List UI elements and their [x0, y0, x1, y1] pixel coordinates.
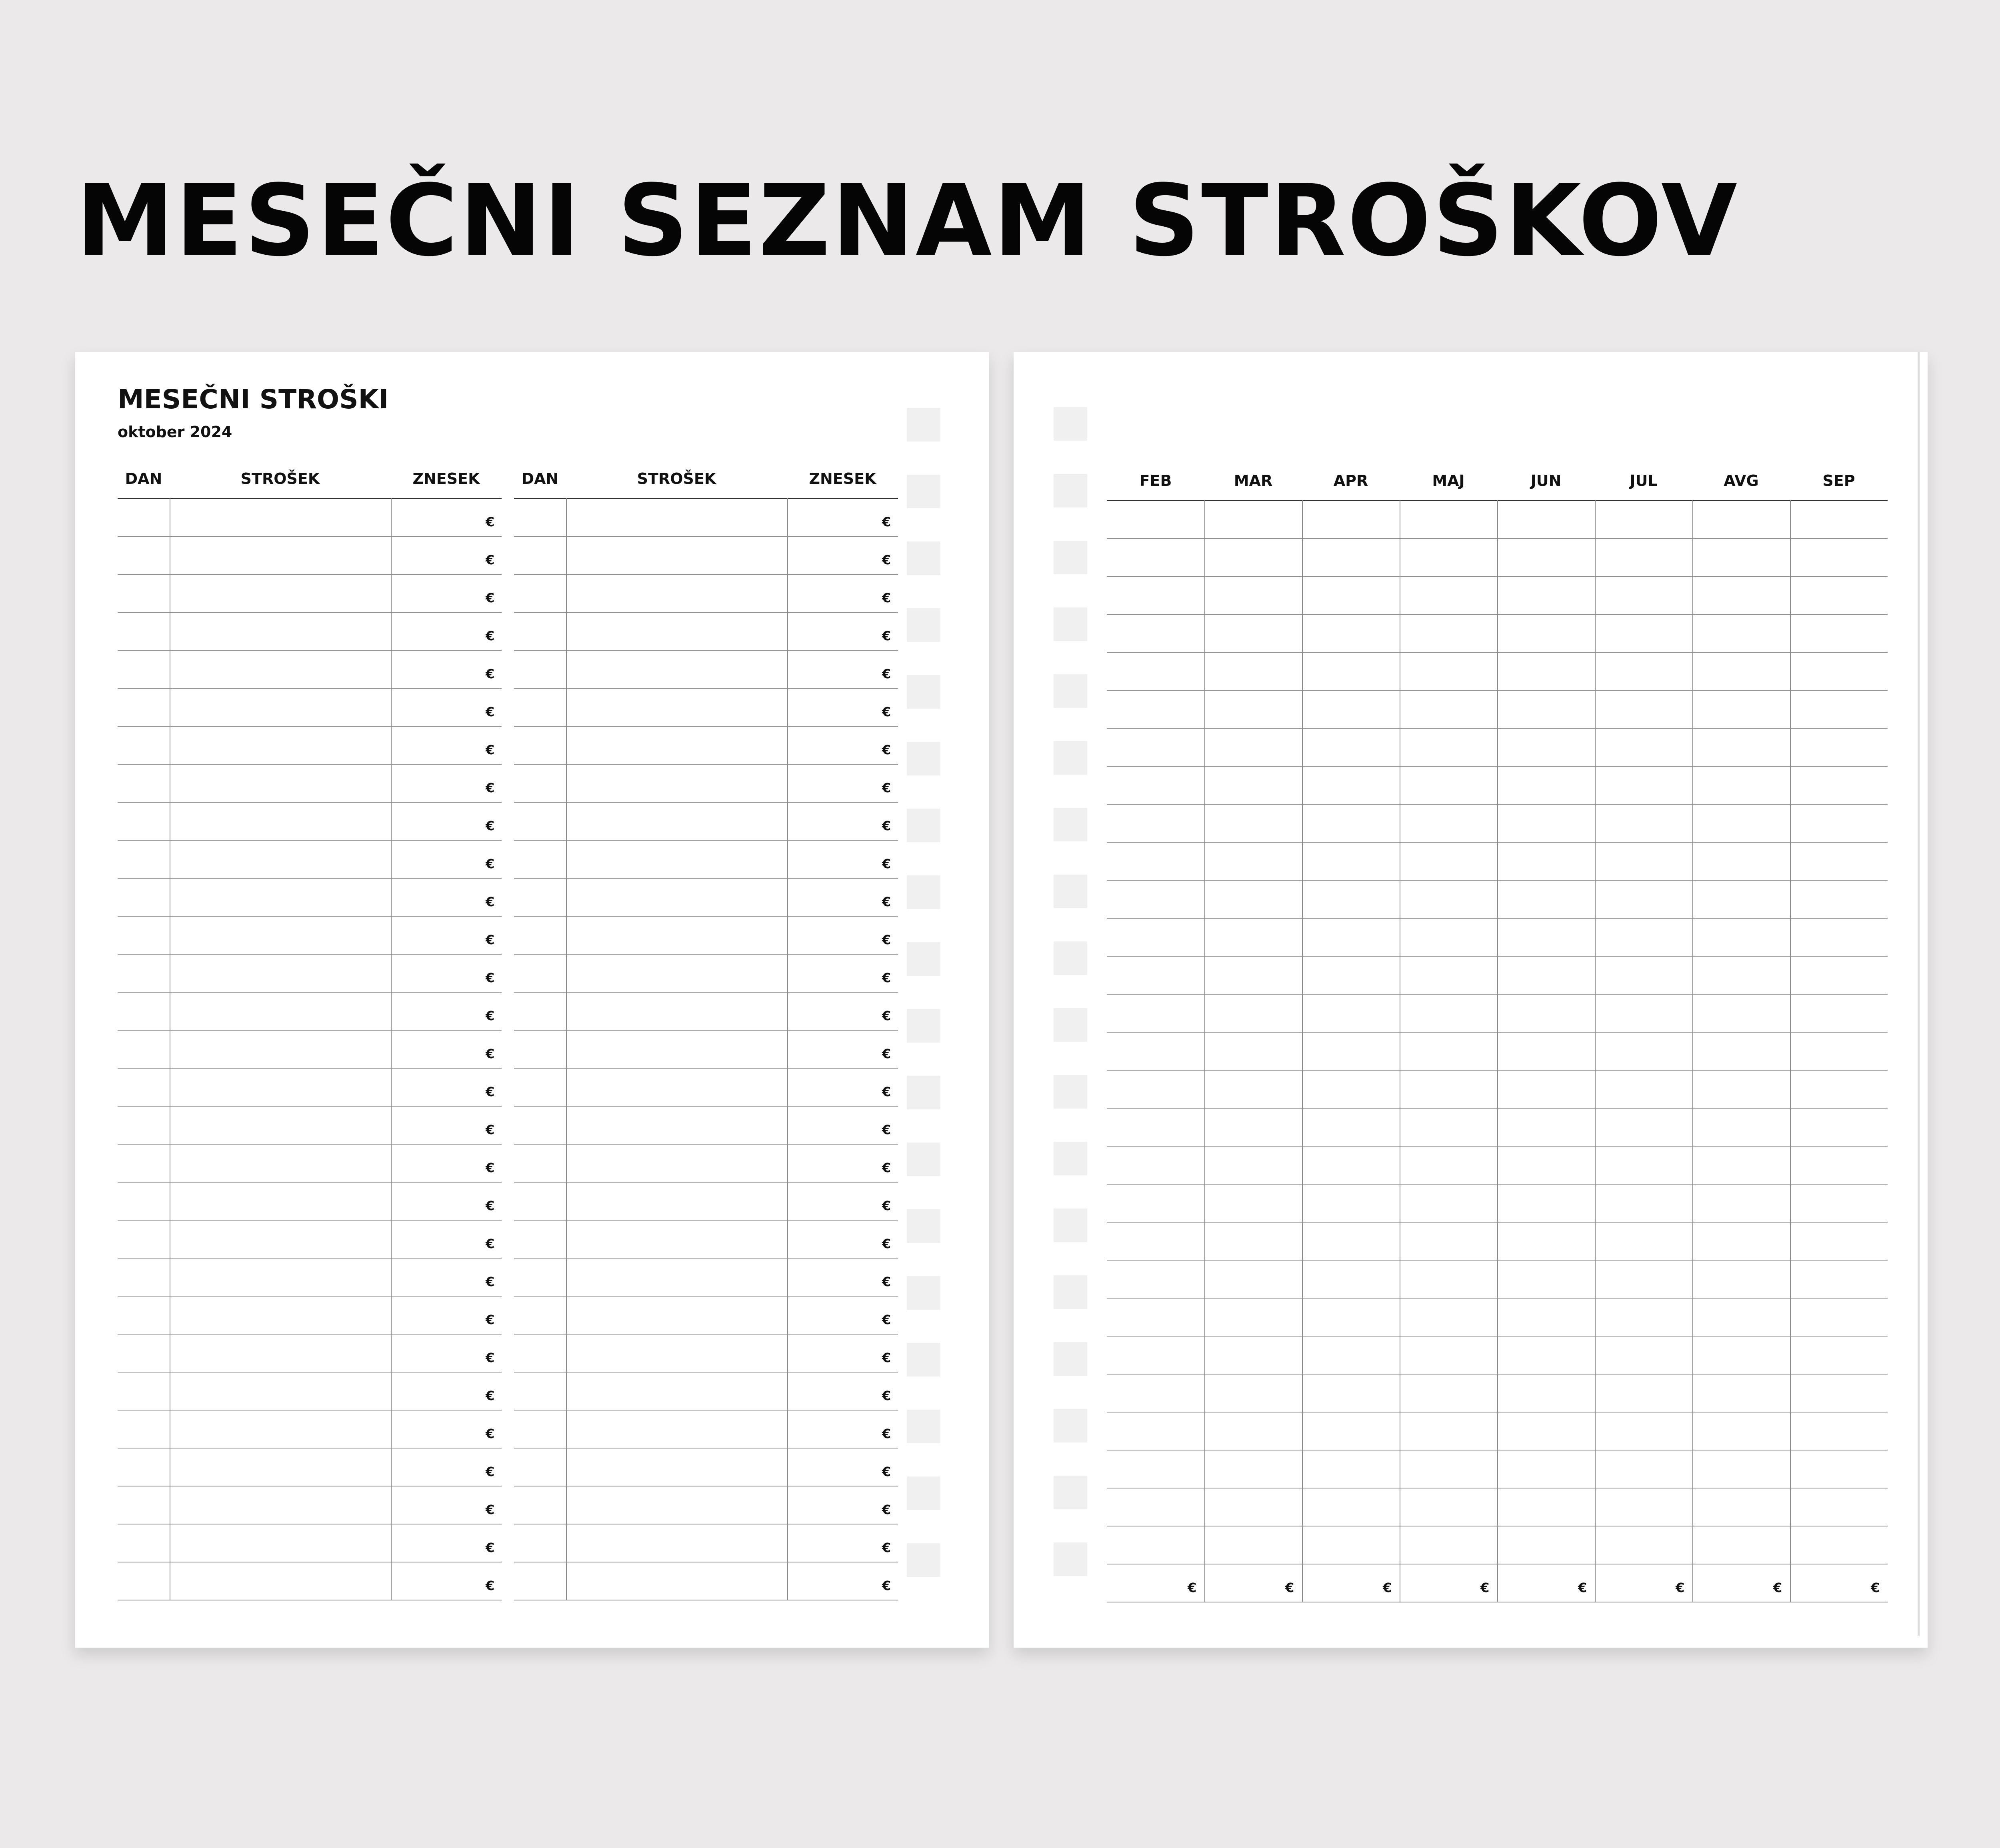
currency-symbol: € [882, 1274, 891, 1289]
index-tab [907, 1143, 940, 1176]
currency-symbol: € [486, 1274, 495, 1289]
row-rule [118, 536, 502, 537]
currency-symbol: € [486, 818, 495, 833]
column-rule [566, 498, 567, 1600]
currency-symbol: € [486, 1502, 495, 1517]
currency-symbol: € [486, 1236, 495, 1251]
month-header: JUL [1630, 472, 1658, 489]
row-rule [514, 878, 898, 879]
currency-symbol: € [882, 1312, 891, 1327]
index-tab [907, 1276, 940, 1310]
currency-symbol: € [882, 1046, 891, 1061]
month-header: APR [1333, 472, 1368, 489]
index-tab [1054, 1142, 1087, 1175]
row-rule [514, 1030, 898, 1031]
row-rule [118, 1258, 502, 1259]
row-rule [118, 916, 502, 917]
currency-symbol: € [882, 1388, 891, 1403]
currency-symbol: € [882, 894, 891, 909]
currency-symbol: € [486, 1426, 495, 1441]
currency-symbol: € [486, 1160, 495, 1175]
currency-symbol: € [882, 1502, 891, 1517]
currency-symbol: € [882, 1084, 891, 1099]
row-rule [118, 1182, 502, 1183]
month-header: FEB [1139, 472, 1172, 489]
row-rule [514, 688, 898, 689]
index-tab [1054, 607, 1087, 641]
row-rule [118, 1296, 502, 1297]
currency-symbol: € [882, 1122, 891, 1137]
row-rule [118, 1220, 502, 1221]
index-tab [907, 608, 940, 642]
index-tab [1054, 1342, 1087, 1376]
currency-symbol: € [1871, 1580, 1880, 1595]
currency-symbol: € [486, 628, 495, 643]
currency-symbol: € [882, 1578, 891, 1593]
index-tab [907, 1209, 940, 1243]
currency-symbol: € [882, 780, 891, 795]
currency-symbol: € [486, 1008, 495, 1023]
row-rule [118, 574, 502, 575]
page-edge [1918, 352, 1920, 1636]
currency-symbol: € [882, 1236, 891, 1251]
index-tab [907, 1476, 940, 1510]
sheet-title: MESEČNI STROŠKI [118, 384, 389, 415]
index-tab [1054, 1075, 1087, 1109]
row-rule [514, 840, 898, 841]
currency-symbol: € [486, 514, 495, 529]
column-rule [787, 498, 788, 1600]
currency-symbol: € [882, 742, 891, 757]
currency-symbol: € [882, 932, 891, 947]
index-tab [907, 1076, 940, 1109]
currency-symbol: € [1676, 1580, 1685, 1595]
currency-symbol: € [486, 1464, 495, 1479]
index-tab [907, 1410, 940, 1443]
index-tab [1054, 941, 1087, 975]
row-rule [118, 802, 502, 803]
month-header: MAJ [1432, 472, 1465, 489]
row-rule [118, 650, 502, 651]
index-tab [1054, 474, 1087, 507]
currency-symbol: € [1480, 1580, 1490, 1595]
index-tab [907, 475, 940, 508]
row-rule [514, 1296, 898, 1297]
index-tab [907, 1543, 940, 1577]
row-rule [118, 1068, 502, 1069]
currency-symbol: € [486, 1198, 495, 1213]
currency-symbol: € [486, 704, 495, 719]
currency-symbol: € [882, 1540, 891, 1555]
currency-symbol: € [486, 742, 495, 757]
row-rule [514, 1220, 898, 1221]
month-header: JUN [1530, 472, 1562, 489]
index-tab [1054, 1209, 1087, 1242]
header-rule [514, 498, 898, 499]
row-rule [514, 954, 898, 955]
row-rule [118, 1334, 502, 1335]
currency-symbol: € [486, 1578, 495, 1593]
row-rule [514, 1068, 898, 1069]
row-rule [514, 1372, 898, 1373]
currency-symbol: € [1773, 1580, 1782, 1595]
column-header: ZNESEK [809, 470, 876, 487]
currency-symbol: € [1285, 1580, 1294, 1595]
currency-symbol: € [486, 1388, 495, 1403]
currency-symbol: € [486, 552, 495, 567]
currency-symbol: € [486, 970, 495, 985]
index-tab [907, 875, 940, 909]
month-header: SEP [1822, 472, 1855, 489]
currency-symbol: € [882, 1198, 891, 1213]
row-rule [514, 1106, 898, 1107]
month-header: MAR [1234, 472, 1273, 489]
index-tab [1054, 741, 1087, 775]
column-rule [391, 498, 392, 1600]
row-rule [514, 764, 898, 765]
sheet-subtitle: oktober 2024 [118, 423, 232, 441]
column-rule [1497, 500, 1498, 1602]
currency-symbol: € [882, 628, 891, 643]
currency-symbol: € [882, 666, 891, 681]
currency-symbol: € [882, 1350, 891, 1365]
index-tab [907, 408, 940, 442]
yearly-overview-sheet [1014, 352, 1928, 1648]
currency-symbol: € [486, 1312, 495, 1327]
currency-symbol: € [882, 818, 891, 833]
index-tab [1054, 407, 1087, 441]
row-rule [514, 574, 898, 575]
index-tab [1054, 1476, 1087, 1509]
row-rule [118, 688, 502, 689]
row-rule [118, 612, 502, 613]
currency-symbol: € [882, 1008, 891, 1023]
column-header: ZNESEK [412, 470, 480, 487]
row-rule [118, 1106, 502, 1107]
currency-symbol: € [486, 1122, 495, 1137]
row-rule [514, 536, 898, 537]
currency-symbol: € [486, 1084, 495, 1099]
month-header: AVG [1724, 472, 1759, 489]
currency-symbol: € [882, 1426, 891, 1441]
column-header: STROŠEK [240, 470, 320, 487]
row-rule [118, 1372, 502, 1373]
currency-symbol: € [882, 704, 891, 719]
index-tab [1054, 1409, 1087, 1442]
currency-symbol: € [486, 932, 495, 947]
row-rule [514, 1182, 898, 1183]
index-tab [907, 1343, 940, 1377]
currency-symbol: € [1578, 1580, 1587, 1595]
column-header: DAN [521, 470, 559, 487]
currency-symbol: € [486, 894, 495, 909]
currency-symbol: € [486, 666, 495, 681]
row-rule [514, 916, 898, 917]
row-rule [514, 612, 898, 613]
currency-symbol: € [882, 856, 891, 871]
currency-symbol: € [882, 1464, 891, 1479]
column-rule [1595, 500, 1596, 1602]
row-rule [118, 726, 502, 727]
monthly-expenses-sheet [75, 352, 989, 1648]
currency-symbol: € [882, 514, 891, 529]
currency-symbol: € [486, 780, 495, 795]
currency-symbol: € [882, 590, 891, 605]
currency-symbol: € [486, 1046, 495, 1061]
header-rule [118, 498, 502, 499]
column-rule [1790, 500, 1791, 1602]
row-rule [514, 1144, 898, 1145]
row-rule [514, 650, 898, 651]
row-rule [118, 840, 502, 841]
index-tab [1054, 674, 1087, 708]
currency-symbol: € [486, 1540, 495, 1555]
row-rule [514, 802, 898, 803]
row-rule [118, 1144, 502, 1145]
index-tab [1054, 541, 1087, 574]
index-tab [907, 541, 940, 575]
index-tab [907, 809, 940, 842]
column-header: DAN [125, 470, 162, 487]
index-tab [1054, 875, 1087, 908]
currency-symbol: € [486, 1350, 495, 1365]
index-tab [907, 742, 940, 775]
index-tab [1054, 1008, 1087, 1042]
currency-symbol: € [486, 590, 495, 605]
currency-symbol: € [882, 1160, 891, 1175]
index-tab [907, 1009, 940, 1043]
page-title: MESEČNI SEZNAM STROŠKOV [76, 164, 1739, 278]
column-header: STROŠEK [637, 470, 716, 487]
row-rule [118, 1030, 502, 1031]
currency-symbol: € [882, 552, 891, 567]
currency-symbol: € [1383, 1580, 1392, 1595]
currency-symbol: € [486, 856, 495, 871]
index-tab [1054, 1275, 1087, 1309]
row-rule [118, 764, 502, 765]
currency-symbol: € [1188, 1580, 1197, 1595]
index-tab [907, 942, 940, 976]
column-rule [1302, 500, 1303, 1602]
row-rule [118, 878, 502, 879]
currency-symbol: € [882, 970, 891, 985]
row-rule [514, 726, 898, 727]
row-rule [514, 1258, 898, 1259]
index-tab [907, 675, 940, 709]
row-rule [514, 1334, 898, 1335]
index-tab [1054, 808, 1087, 841]
row-rule [118, 954, 502, 955]
column-rule [1692, 500, 1693, 1602]
index-tab [1054, 1542, 1087, 1576]
row-rule [118, 992, 502, 993]
column-rule [1204, 500, 1205, 1602]
row-rule [514, 992, 898, 993]
